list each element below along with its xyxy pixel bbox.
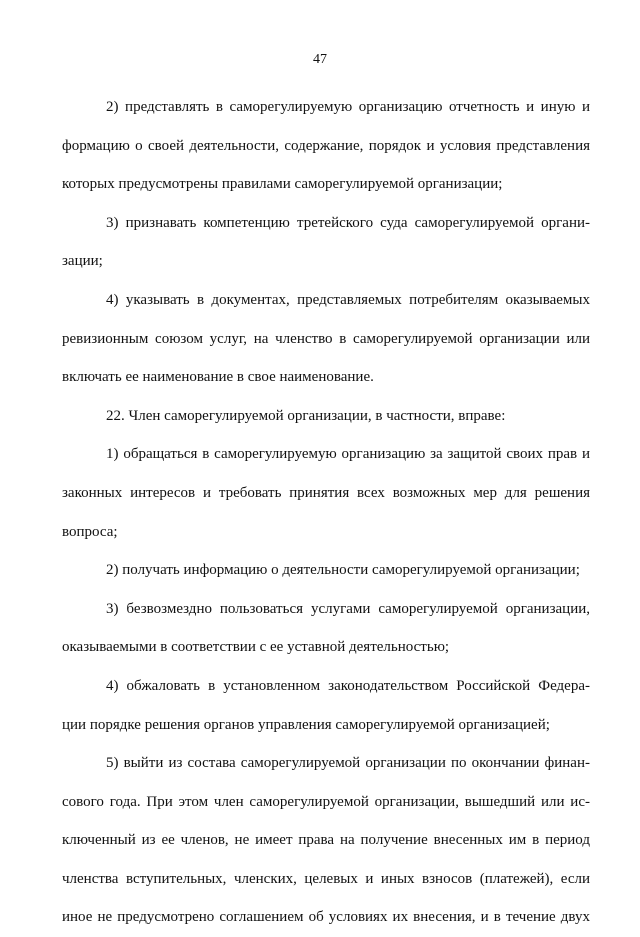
text-line: сового года. При этом член саморегулируемой организации, вышедший или ис- <box>62 793 590 810</box>
text-line: включать ее наименование в свое наименование. <box>62 369 374 386</box>
text-line: ревизионным союзом услуг, на членство в саморегулируемой организации или <box>62 330 590 347</box>
text-line: иное не предусмотрено соглашением об условиях их внесения, и в течение двух <box>62 909 590 926</box>
text-line: формацию о своей деятельности, содержание, порядок и условия представления <box>62 137 590 154</box>
text-line: 4) указывать в документах, представляемых потребителям оказываемых <box>106 291 590 308</box>
document-body <box>62 88 590 937</box>
paragraph <box>62 204 590 281</box>
text-line: 5) выйти из состава саморегулируемой организации по окончании финан- <box>106 755 590 772</box>
paragraph <box>62 435 590 551</box>
text-line: ции порядке решения органов управления саморегулируемой организацией; <box>62 716 550 733</box>
text-line: членства вступительных, членских, целевых и иных взносов (платежей), если <box>62 870 590 887</box>
text-line: 22. Член саморегулируемой организации, в частности, вправе: <box>106 407 506 424</box>
paragraph <box>62 281 590 397</box>
text-line: 2) представлять в саморегулируемую организацию отчетность и иную и <box>106 99 590 115</box>
paragraph <box>62 397 590 436</box>
text-line: 2) получать информацию о деятельности саморегулируемой организации; <box>106 562 580 579</box>
text-line: зации; <box>62 253 103 270</box>
paragraph <box>62 744 590 937</box>
paragraph <box>62 667 590 744</box>
paragraph <box>62 88 590 204</box>
paragraph <box>62 551 590 590</box>
text-line: ключенный из ее членов, не имеет права на получение внесенных им в период <box>62 832 590 849</box>
text-line: вопроса; <box>62 523 118 540</box>
text-line: законных интересов и требовать принятия всех возможных мер для решения <box>62 484 590 501</box>
text-line: 3) признавать компетенцию третейского суда саморегулируемой органи- <box>106 214 590 231</box>
page-number: 47 <box>313 52 327 67</box>
text-line: 4) обжаловать в установленном законодательством Российской Федера- <box>106 677 590 694</box>
text-line: 3) безвозмездно пользоваться услугами саморегулируемой организации, <box>106 600 590 617</box>
text-line: оказываемыми в соответствии с ее уставной деятельностью; <box>62 639 450 656</box>
text-line: 1) обращаться в саморегулируемую организацию за защитой своих прав и <box>106 446 590 463</box>
text-line: которых предусмотрены правилами саморегулируемой организации; <box>62 176 503 193</box>
paragraph <box>62 590 590 667</box>
